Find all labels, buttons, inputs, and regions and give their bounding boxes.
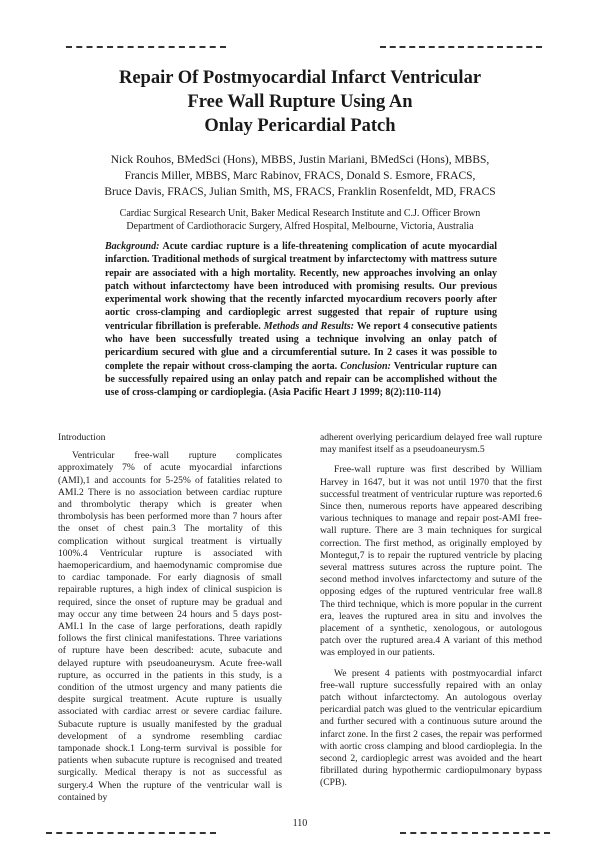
right-column	[320, 432, 542, 790]
affiliation-line: Department of Cardiothoracic Surgery, Alfred Hospital, Melbourne, Victoria, Australia	[126, 221, 474, 232]
abstract-background-text: Acute cardiac rupture is a life-threatening complication of acute myocardial infarction. Traditional methods of surgical treatment by infarctectomy with mattress suture repair are associated with a high mortality. Recently, new approaches involving an onlay patch without infarctectomy have been introduced with promising results. Our previous experimental work showing that the recently infarcted myocardium recovers poorly after aortic cross-clamping and cardioplegic arrest suggested that repair of rupture using ventricular fibrillation is preferable.	[105, 241, 497, 332]
title-line: Free Wall Rupture Using An	[187, 92, 413, 112]
abstract-conclusion-label: Conclusion:	[340, 360, 391, 372]
author-line: Bruce Davis, FRACS, Julian Smith, MS, FRACS, Franklin Rosenfeldt, MD, FRACS	[104, 186, 496, 198]
bottom-rule-right	[400, 832, 550, 834]
affiliation-line: Cardiac Surgical Research Unit, Baker Medical Research Institute and C.J. Officer Brown	[119, 208, 481, 219]
page-number: 110	[292, 818, 308, 829]
abstract-methods-label: Methods and Results:	[263, 320, 354, 332]
top-rule-left	[66, 46, 226, 48]
author-list	[60, 152, 540, 200]
article-title	[60, 66, 540, 138]
paragraph: We present 4 patients with postmyocardial infarct free-wall rupture successfully repaired with an onlay patch without infarctectomy. An autologous overlay pericardial patch was glued to the ventricular epicardium and further secured with a continuous suture around the infarct zone. In the first 2 cases, the repair was performed with aortic cross clamping and blood cardioplegia. In the second 2, cardioplegic arrest was avoided and the heart fibrillated during hypothermic cardiopulmonary bypass (CPB).	[320, 667, 542, 789]
title-line: Repair Of Postmyocardial Infarct Ventricular	[118, 68, 482, 88]
top-rule-right	[380, 46, 542, 48]
abstract	[105, 240, 497, 400]
author-line: Francis Miller, MBBS, Marc Rabinov, FRACS, Donald S. Esmore, FRACS,	[124, 170, 476, 182]
affiliation	[60, 207, 540, 233]
section-heading-introduction: Introduction	[58, 432, 106, 443]
paragraph: Free-wall rupture was first described by William Harvey in 1647, but it was not until 1970 that the first successful treatment of ventricular rupture was reported.6 Since then, numerous reports have appeared describing various techniques to manage and repair post-AMI free-wall rupture. There are 3 main techniques for surgical correction. The first method, as originally employed by Montegut,7 is to repair the ruptured ventricle by placing several mattress sutures across the rupture point. The second method involves infarctectomy and suture of the opposing edges of the ruptured ventricular free wall.8 The third technique, which is more popular in the current era, leaves the ruptured area in situ and involves the placement of a synthetic, xenologous, or autologous patch over the ruptured area.4 A variant of this method was employed in our patients.	[320, 464, 542, 659]
author-line: Nick Rouhos, BMedSci (Hons), MBBS, Justin Mariani, BMedSci (Hons), MBBS,	[110, 154, 490, 166]
abstract-background-label: Background:	[105, 241, 160, 252]
paragraph: adherent overlying pericardium delayed free wall rupture may manifest itself as a pseudoaneurysm.5	[320, 432, 542, 456]
left-column	[58, 432, 282, 804]
abstract-methods-text: We report 4 consecutive patients who have been successfully treated using a technique involving an onlay patch of pericardium secured with glue and a circumferential suture. In 2 cases it was possible to complete the repair without cross-clamping the aorta.	[105, 320, 497, 372]
abstract-conclusion-text: Ventricular rupture can be successfully repaired using an onlay patch and repair can be accomplished without the use of cross-clamping or cardioplegia. (Asia Pacific Heart J 1999; 8(2):110-114)	[105, 360, 497, 399]
bottom-rule-left	[46, 832, 216, 834]
title-line: Onlay Pericardial Patch	[204, 116, 396, 136]
paragraph: Ventricular free-wall rupture complicates approximately 7% of acute myocardial infarctions (AMI),1 and accounts for 5-25% of fatalities related to AMI.2 There is no association between cardiac rupture and thrombolytic therapy which is greater when thrombolysis has been performed more than 7 hours after the onset of chest pain.3 The mortality of this complication without surgical treatment is virtually 100%.4 Ventricular rupture is associated with haemopericardium, and haemodynamic compromise due to cardiac tamponade. For early diagnosis of small repairable ruptures, a high index of clinical suspicion is required, since the onset of rupture may be gradual and may occur any time between 24 hours and 5 days post-AMI.1 In the case of large perforations, death rapidly follows the first clinical manifestations. Three variations of rupture have been described: acute, subacute and delayed rupture with pseudoaneurysm. Acute free-wall rupture, as occurred in the patients in this study, is a condition of the utmost urgency and many patients die despite surgical treatment. Acute rupture is usually associated with cardiac arrest or severe cardiac failure. Subacute rupture is usually manifested by the gradual development of a syndrome resembling cardiac tamponade shock.1 Long-term survival is possible for patients when subacute rupture is recognised and treated surgically. Medical therapy is not as successful as surgery.4 When the rupture of the ventricular wall is contained by	[58, 450, 282, 803]
